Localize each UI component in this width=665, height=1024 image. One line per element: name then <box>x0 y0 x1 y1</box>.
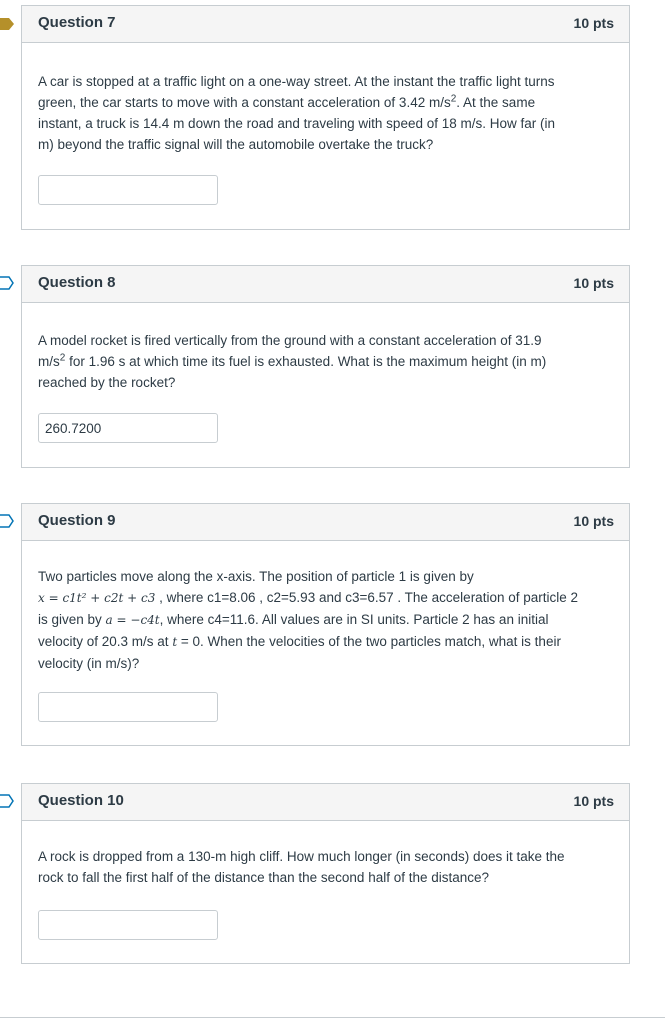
answer-input[interactable] <box>38 692 218 722</box>
question-10-flag-icon[interactable] <box>0 794 14 808</box>
question-points: 10 pts <box>573 513 614 529</box>
question-text-line: reached by the rocket? <box>38 375 176 390</box>
math-expression: a = −c4t <box>105 613 160 627</box>
math-expression: x = c1t² + c2t + c3 <box>38 591 156 605</box>
question-title: Question 9 <box>38 512 116 529</box>
question-text-line: Two particles move along the x-axis. The position of particle 1 is given by <box>38 569 474 584</box>
text-span: , where c1=8.06 , c2=5.93 and c3=6.57 . The acceleration of particle 2 <box>155 590 578 605</box>
question-title: Question 7 <box>38 14 116 31</box>
text-span: = 0. When the velocities of the two particles match, what is their <box>177 634 561 649</box>
superscript: 2 <box>450 93 457 105</box>
question-title: Question 8 <box>38 274 116 291</box>
question-title: Question 10 <box>38 792 124 809</box>
question-text-line <box>38 631 613 653</box>
question-points: 10 pts <box>573 275 614 291</box>
question-8-flag-icon[interactable] <box>0 276 14 290</box>
question-text-line <box>38 609 613 631</box>
question-text <box>38 846 613 888</box>
text-span: . At the same <box>456 95 536 110</box>
question-header <box>22 6 629 43</box>
question-8 <box>21 265 630 468</box>
answer-input[interactable] <box>38 175 218 205</box>
math-expression: t <box>172 635 178 649</box>
question-header <box>22 266 629 303</box>
question-text-line <box>38 587 613 609</box>
text-span: , where c4=11.6. All values are in SI units. Particle 2 has an initial <box>159 612 549 627</box>
question-text-line: velocity (in m/s)? <box>38 656 140 671</box>
question-7-flag-icon[interactable] <box>0 17 14 31</box>
question-text-line: A car is stopped at a traffic light on a one-way street. At the instant the traffic light turns <box>38 74 555 89</box>
superscript: 2 <box>59 352 66 364</box>
question-header <box>22 504 629 541</box>
divider <box>0 1017 665 1018</box>
question-text-line: A rock is dropped from a 130-m high cliff. How much longer (in seconds) does it take the <box>38 849 565 864</box>
question-text <box>38 71 613 155</box>
question-text-line <box>38 92 613 113</box>
question-text-line: rock to fall the first half of the distance than the second half of the distance? <box>38 870 490 885</box>
question-10 <box>21 783 630 964</box>
question-points: 10 pts <box>573 15 614 31</box>
text-span: velocity of 20.3 m/s at <box>38 634 173 649</box>
question-header <box>22 784 629 821</box>
question-7 <box>21 5 630 230</box>
question-text <box>38 566 613 674</box>
answer-input[interactable] <box>38 413 218 443</box>
question-text-line <box>38 351 613 372</box>
question-text-line: instant, a truck is 14.4 m down the road and traveling with speed of 18 m/s. How far (in <box>38 116 556 131</box>
question-text-line: m) beyond the traffic signal will the automobile overtake the truck? <box>38 137 434 152</box>
text-span: green, the car starts to move with a constant acceleration of 3.42 m/s <box>38 95 451 110</box>
text-span: m/s <box>38 354 60 369</box>
text-span: for 1.96 s at which time its fuel is exhausted. What is the maximum height (in m) <box>65 354 547 369</box>
text-span: is given by <box>38 612 106 627</box>
question-9 <box>21 503 630 746</box>
question-text-line: A model rocket is fired vertically from the ground with a constant acceleration of 31.9 <box>38 333 542 348</box>
question-text <box>38 330 613 393</box>
question-points: 10 pts <box>573 793 614 809</box>
question-9-flag-icon[interactable] <box>0 514 14 528</box>
answer-input[interactable] <box>38 910 218 940</box>
